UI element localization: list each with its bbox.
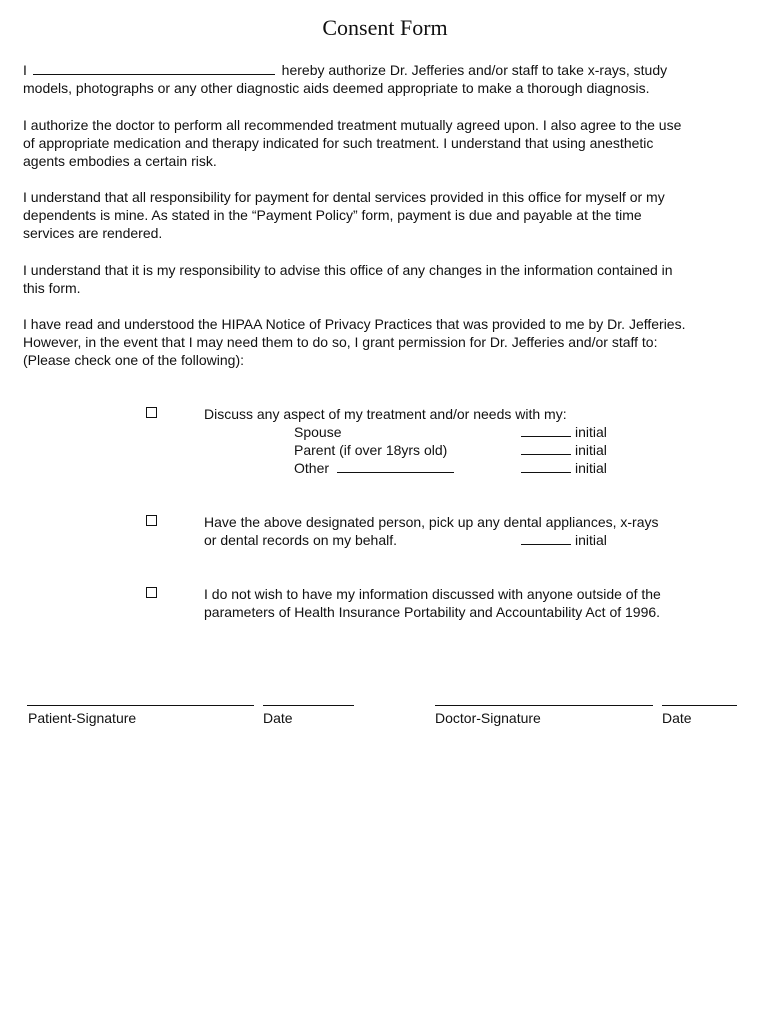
paragraph-line: dependents is mine. As stated in the “Payment Policy” form, payment is due and payable at the time	[23, 207, 642, 223]
patient-date-label: Date	[263, 710, 293, 726]
paragraph-line: I have read and understood the HIPAA Notice of Privacy Practices that was provided to me by Dr. Jefferies.	[23, 316, 686, 332]
option-pickup-checkbox[interactable]	[146, 515, 157, 526]
initial-label: initial	[575, 460, 607, 476]
option-pickup-text	[204, 513, 724, 549]
paragraph-line: models, photographs or any other diagnostic aids deemed appropriate to make a thorough diagnosis.	[23, 80, 650, 96]
paragraph-prefix: I	[23, 62, 27, 78]
option-discuss-text: Discuss any aspect of my treatment and/or needs with my:	[204, 406, 567, 422]
paragraph-responsibility	[23, 261, 753, 297]
doctor-date-label: Date	[662, 710, 692, 726]
initial-label: initial	[575, 424, 607, 440]
other-label: Other	[294, 460, 330, 476]
parent-initial-row	[521, 441, 607, 459]
spouse-initial-field[interactable]	[521, 423, 571, 437]
paragraph-line: However, in the event that I may need them to do so, I grant permission for Dr. Jefferies and/or staff to:	[23, 334, 658, 350]
pickup-initial-field[interactable]	[521, 531, 571, 545]
option-no-discuss-checkbox[interactable]	[146, 587, 157, 598]
spouse-initial-row	[521, 423, 607, 441]
paragraph-line: services are rendered.	[23, 225, 163, 241]
paragraph-text: hereby authorize Dr. Jefferies and/or staff to take x-rays, study	[281, 62, 668, 78]
doctor-date-field[interactable]	[662, 705, 737, 706]
other-name-field[interactable]	[337, 459, 454, 473]
paragraph-line: (Please check one of the following):	[23, 352, 245, 368]
patient-signature-field[interactable]	[27, 705, 254, 706]
paragraph-treatment	[23, 116, 753, 170]
initial-label: initial	[575, 532, 607, 548]
option-line: I do not wish to have my information discussed with anyone outside of the	[204, 586, 661, 602]
other-label-row	[294, 459, 454, 477]
paragraph-line	[23, 61, 753, 79]
paragraph-line: agents embodies a certain risk.	[23, 153, 217, 169]
paragraph-payment	[23, 188, 753, 242]
option-line: or dental records on my behalf.	[204, 532, 397, 548]
paragraph-line: I understand that all responsibility for payment for dental services provided in this office for myself or my	[23, 189, 665, 205]
other-initial-field[interactable]	[521, 459, 571, 473]
paragraph-line: of appropriate medication and therapy indicated for such treatment. I understand that using anesthetic	[23, 135, 654, 151]
option-line: parameters of Health Insurance Portability and Accountability Act of 1996.	[204, 604, 661, 620]
option-line: Have the above designated person, pick up any dental appliances, x-rays	[204, 514, 659, 530]
spouse-label: Spouse	[294, 424, 342, 440]
paragraph-authorization	[23, 61, 753, 97]
name-blank-field[interactable]	[33, 61, 275, 75]
parent-initial-field[interactable]	[521, 441, 571, 455]
other-initial-row	[521, 459, 607, 477]
pickup-initial-row	[521, 531, 607, 549]
patient-signature-label: Patient-Signature	[28, 710, 137, 726]
parent-label: Parent (if over 18yrs old)	[294, 442, 448, 458]
paragraph-hipaa	[23, 315, 753, 369]
paragraph-line: I authorize the doctor to perform all recommended treatment mutually agreed upon. I also agree to the use	[23, 117, 682, 133]
option-no-discuss-text	[204, 585, 724, 621]
doctor-signature-field[interactable]	[435, 705, 653, 706]
paragraph-line: this form.	[23, 280, 81, 296]
option-discuss-checkbox[interactable]	[146, 407, 157, 418]
paragraph-line: I understand that it is my responsibility to advise this office of any changes in the information contained in	[23, 262, 673, 278]
doctor-signature-label: Doctor-Signature	[435, 710, 541, 726]
initial-label: initial	[575, 442, 607, 458]
page-title: Consent Form	[322, 15, 448, 40]
patient-date-field[interactable]	[263, 705, 354, 706]
